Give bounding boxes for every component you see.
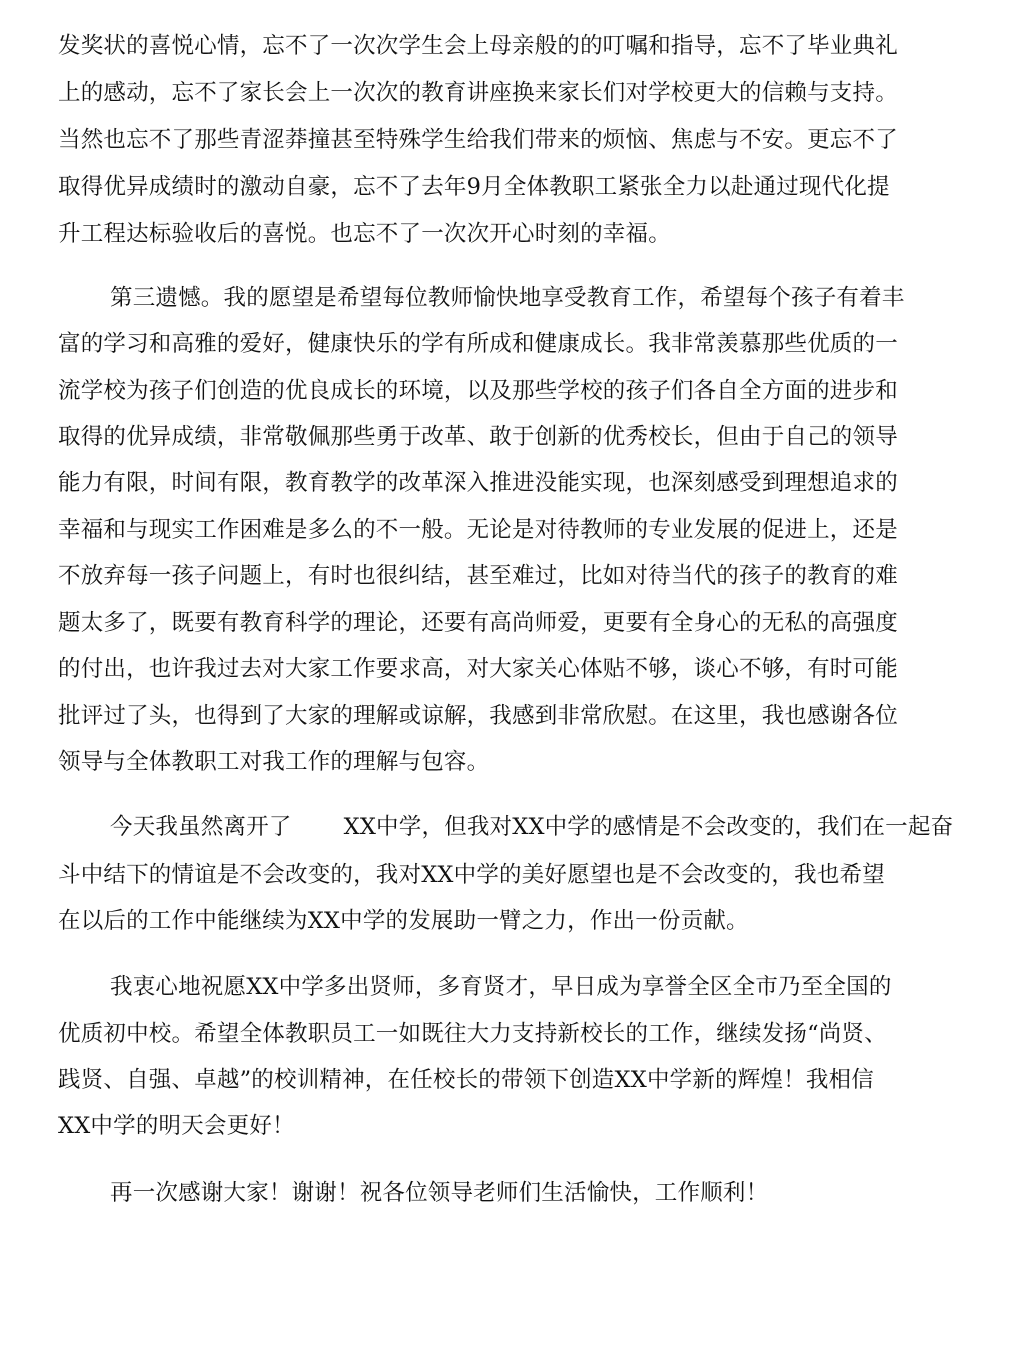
paragraph-2-line-2: 富的学习和高雅的爱好，健康快乐的学有所成和健康成长。我非常羡慕那些优质的一 — [58, 331, 898, 357]
paragraph-3-line-2: 斗中结下的情谊是不会改变的，我对XX中学的美好愿望也是不会改变的，我也希望 — [58, 862, 885, 888]
paragraph-1-line-5: 升工程达标验收后的喜悦。也忘不了一次次开心时刻的幸福。 — [58, 221, 671, 247]
paragraph-5-line-1: 再一次感谢大家！谢谢！祝各位领导老师们生活愉快，工作顺利！ — [110, 1180, 769, 1206]
paragraph-4-line-4: XX中学的明天会更好！ — [58, 1113, 295, 1139]
paragraph-2-line-10: 批评过了头，也得到了大家的理解或谅解，我感到非常欣慰。在这里，我也感谢各位 — [58, 703, 898, 729]
paragraph-3-line-1-end: XX中学，但我对XX中学的感情是不会改变的，我们在一起奋 — [343, 814, 954, 840]
paragraph-3-line-1 — [110, 812, 953, 842]
paragraph-4-line-1: 我衷心地祝愿XX中学多出贤师，多育贤才，早日成为享誉全区全市乃至全国的 — [110, 974, 892, 1000]
paragraph-1-line-4: 取得优异成绩时的激动自豪，忘不了去年9月全体教职工紧张全力以赴通过现代化提 — [58, 174, 890, 200]
paragraph-2-line-4: 取得的优异成绩，非常敬佩那些勇于改革、敢于创新的优秀校长，但由于自己的领导 — [58, 424, 898, 450]
paragraph-1-line-1: 发奖状的喜悦心情，忘不了一次次学生会上母亲般的的叮嘱和指导，忘不了毕业典礼 — [58, 33, 898, 59]
paragraph-2-line-9: 的付出，也许我过去对大家工作要求高，对大家关心体贴不够，谈心不够，有时可能 — [58, 656, 898, 682]
paragraph-2-line-6: 幸福和与现实工作困难是多么的不一般。无论是对待教师的专业发展的促进上，还是 — [58, 517, 898, 543]
paragraph-2-line-11: 领导与全体教职工对我工作的理解与包容。 — [58, 749, 490, 775]
paragraph-3-line-3: 在以后的工作中能继续为XX中学的发展助一臂之力，作出一份贡献。 — [58, 908, 749, 934]
paragraph-2-line-1: 第三遗憾。我的愿望是希望每位教师愉快地享受教育工作，希望每个孩子有着丰 — [110, 285, 905, 311]
paragraph-1-line-2: 上的感动，忘不了家长会上一次次的教育讲座换来家长们对学校更大的信赖与支持。 — [58, 80, 898, 106]
paragraph-2-line-7: 不放弃每一孩子问题上，有时也很纠结，甚至难过，比如对待当代的孩子的教育的难 — [58, 563, 898, 589]
paragraph-2-line-5: 能力有限，时间有限，教育教学的改革深入推进没能实现，也深刻感受到理想追求的 — [58, 470, 898, 496]
paragraph-2-line-3: 流学校为孩子们创造的优良成长的环境，以及那些学校的孩子们各自全方面的进步和 — [58, 378, 898, 404]
paragraph-1-line-3: 当然也忘不了那些青涩莽撞甚至特殊学生给我们带来的烦恼、焦虑与不安。更忘不了 — [58, 127, 898, 153]
paragraph-4-line-3: 践贤、自强、卓越”的校训精神，在任校长的带领下创造XX中学新的辉煌！我相信 — [58, 1067, 874, 1093]
paragraph-2-line-8: 题太多了，既要有教育科学的理论，还要有高尚师爱，更要有全身心的无私的高强度 — [58, 610, 898, 636]
paragraph-4-line-2: 优质初中校。希望全体教职员工一如既往大力支持新校长的工作，继续发扬“尚贤、 — [58, 1021, 887, 1047]
paragraph-3-line-1-start: 今天我虽然离开了 — [110, 814, 292, 840]
